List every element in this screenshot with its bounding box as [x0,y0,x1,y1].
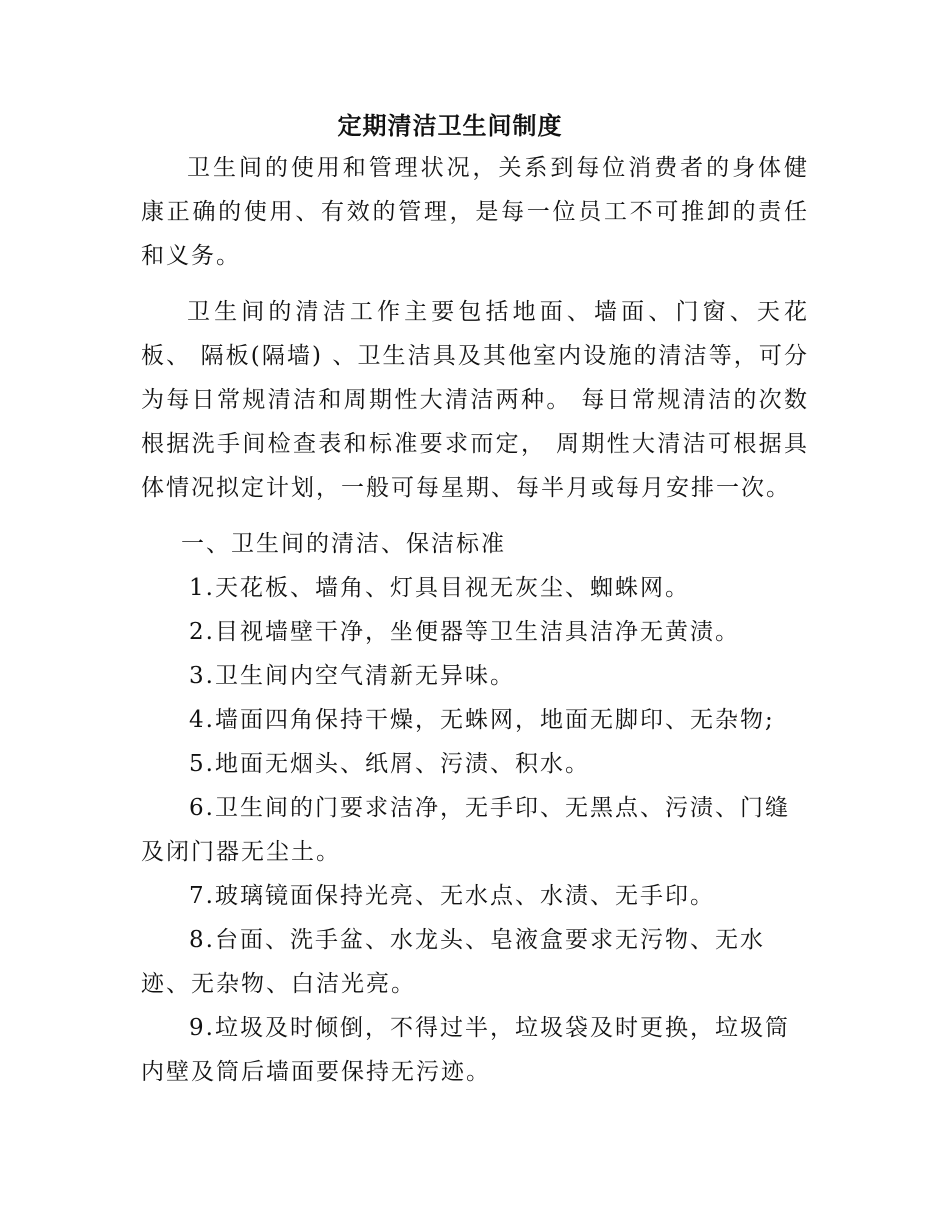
document-body [141,146,809,1094]
section-heading: 一、卫生间的清洁、保洁标准 [181,531,506,557]
standard-item-6: 6.卫生间的门要求洁净，无手印、无黑点、污渍、门缝及闭门器无尘土。 [141,795,790,865]
standard-item-8: 8.台面、洗手盆、水龙头、皂液盒要求无污物、无水迹、无杂物、白洁光亮。 [141,927,765,997]
standard-item-1: 1.天花板、墙角、灯具目视无灰尘、蜘蛛网。 [189,575,690,601]
standard-item-5: 5.地面无烟头、纸屑、污渍、积水。 [189,751,590,777]
document-title: 定期清洁卫生间制度 [337,111,563,140]
standard-item-2: 2.目视墙壁干净，坐便器等卫生洁具洁净无黄渍。 [189,619,740,645]
standard-item-4: 4.墙面四角保持干燥，无蛛网，地面无脚印、无杂物; [189,707,775,733]
standard-item-3: 3.卫生间内空气清新无异味。 [189,663,515,689]
intro-paragraph: 卫生间的使用和管理状况，关系到每位消费者的身体健康正确的使用、有效的管理，是每一位员工不可推卸的责任和义务。 [141,155,809,269]
scope-paragraph: 卫生间的清洁工作主要包括地面、墙面、门窗、天花板、 隔板(隔墙) 、卫生洁具及其他室内设施的清洁等，可分为每日常规清洁和周期性大清洁两种。 每日常规清洁的次数根据洗手间检查表和标准要求而定， 周期性大清洁可根据具体情况拟定计划，一般可每星期、每半月或每月安排一次。 [141,299,809,501]
standard-item-7: 7.玻璃镜面保持光亮、无水点、水渍、无手印。 [189,883,715,909]
standard-item-9: 9.垃圾及时倾倒，不得过半，垃圾袋及时更换，垃圾筒内壁及筒后墙面要保持无污迹。 [141,1015,790,1085]
